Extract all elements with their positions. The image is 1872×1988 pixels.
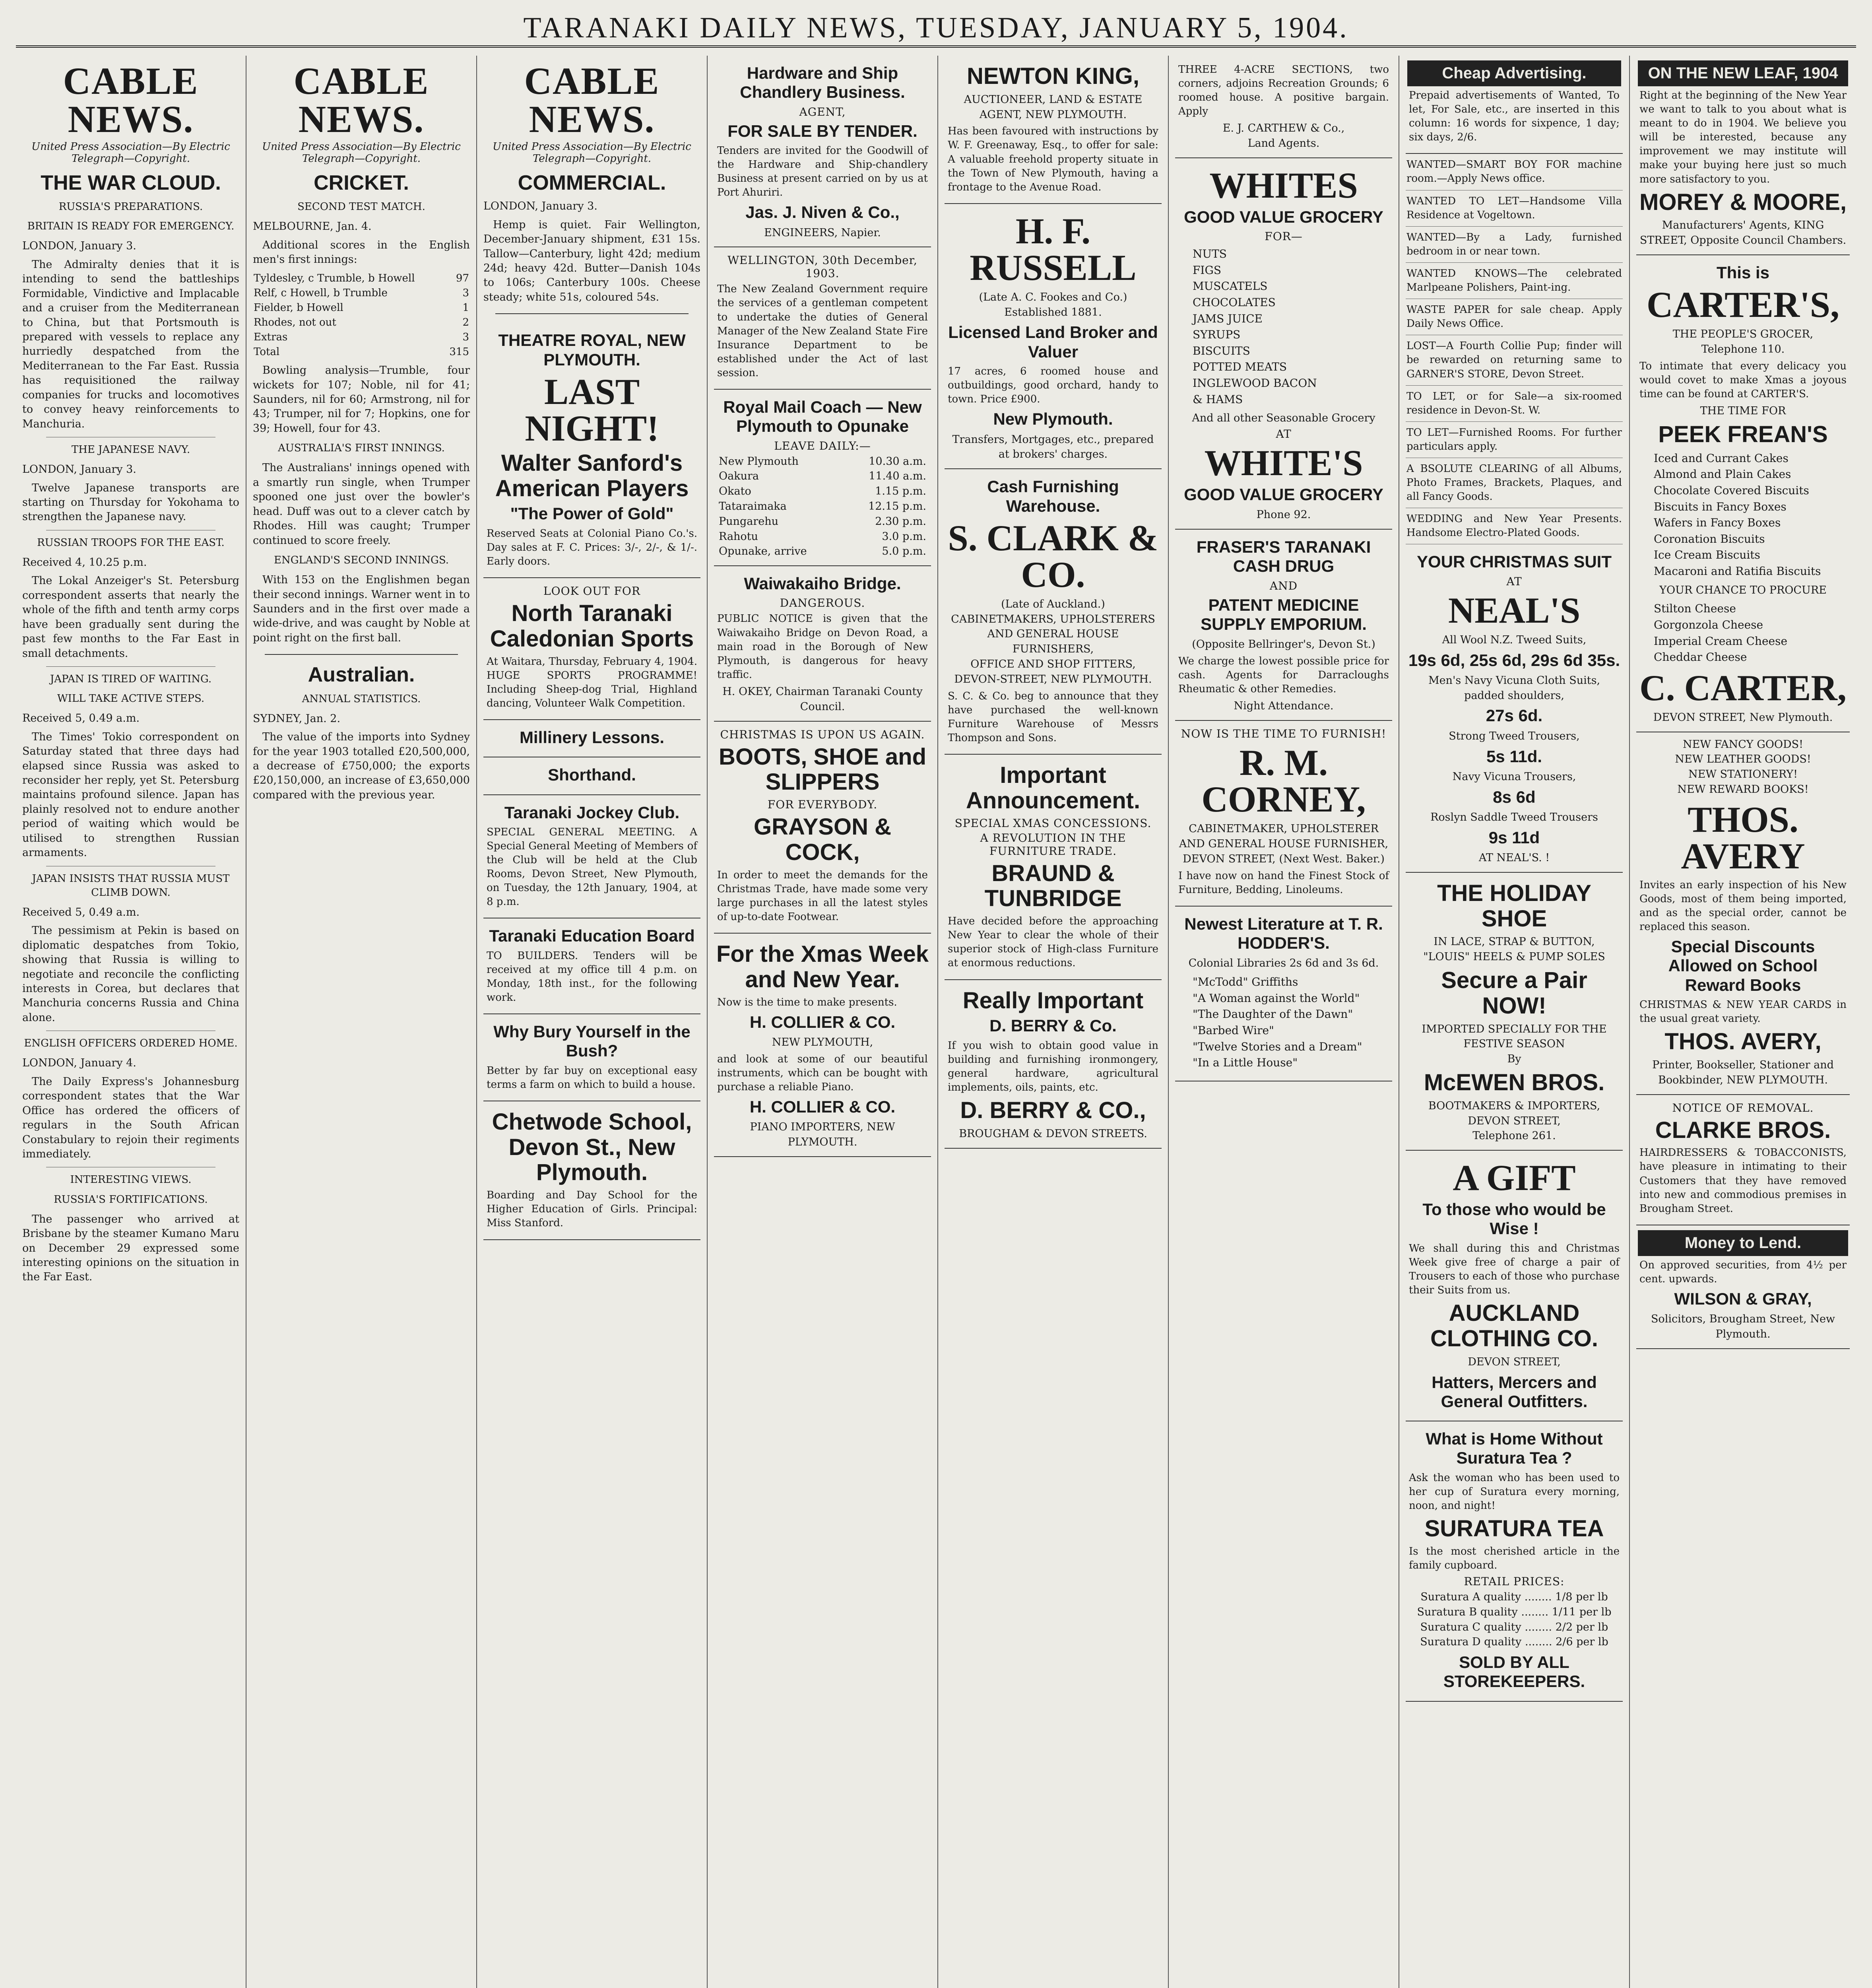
ad-lead: A REVOLUTION IN THE FURNITURE TRADE. bbox=[980, 831, 1126, 858]
ad-price: 9s 11d bbox=[1488, 828, 1540, 847]
score-row: Relf, c Howell, b Trumble 3 bbox=[254, 287, 469, 299]
dateline: Received 4, 10.25 p.m. bbox=[22, 556, 147, 569]
ad-title: Cash Furnishing Warehouse. bbox=[987, 477, 1119, 515]
timetable-row: Opunake, arrive 5.0 p.m. bbox=[719, 545, 926, 558]
ad-text: "LOUIS" HEELS & PUMP SOLES bbox=[1423, 951, 1605, 963]
ad-text: DEVON STREET, New Plymouth. bbox=[1653, 711, 1833, 724]
price-row: Suratura D quality ........ 2/6 per lb bbox=[1420, 1636, 1608, 1648]
credit-line: United Press Association—By Electric Telegraph—Copyright. bbox=[262, 141, 461, 165]
article-text: Bowling analysis—Trumble, four wickets for 107; Noble, nil for 41; Saunders, nil for 60; Armstrong, nil for 43; Trumper, nil for 7; Hopkins, one for 39; Howell, four for 43. bbox=[253, 364, 470, 435]
column-8-ads bbox=[1630, 56, 1856, 1988]
ad-text: Roslyn Saddle Tweed Trousers bbox=[1430, 811, 1598, 823]
price-row: Suratura C quality ........ 2/2 per lb bbox=[1420, 1621, 1608, 1633]
article-sub: WILL TAKE ACTIVE STEPS. bbox=[57, 693, 205, 705]
suratura-tea-ad bbox=[1406, 1421, 1623, 1702]
article-text: The Admiralty denies that it is intending to send the battleships Formidable, Vindictive and Implacable and a cruiser from the Mediterranean to China, but that Portsmouth is prepared with vessels to replace any hurriedly despatched from the Mediterranean to the Far East. Russia has requisitioned the railway companies for trucks and locomotives to convey heavy reinforcements to Manchuria. bbox=[22, 258, 239, 430]
ad-text: Navy Vicuna Trousers, bbox=[1452, 770, 1576, 783]
ad-title: YOUR CHRISTMAS SUIT bbox=[1416, 552, 1612, 571]
grocery-list: NUTS FIGS MUSCATELS CHOCOLATES JAMS JUICE SYRUPS BISCUITS POTTED MEATS INGLEWOOD BACON & HAMS bbox=[1193, 247, 1317, 406]
score-table bbox=[253, 271, 470, 360]
ad-name: MOREY & MOORE, bbox=[1639, 189, 1847, 215]
classified-ad: WANTED—By a Lady, furnished bedroom in or near town. bbox=[1406, 227, 1623, 263]
article-text: With 153 on the Englishmen began their second innings. Warner went in to Saunders and in the first over made a wide-drive, and was caught by Noble at point right on the first ball. bbox=[253, 574, 470, 644]
shorthand-ad bbox=[483, 757, 700, 795]
braund-ad bbox=[945, 755, 1162, 980]
dateline: Received 5, 0.49 a.m. bbox=[22, 712, 140, 725]
article-head: INTERESTING VIEWS. bbox=[70, 1174, 192, 1186]
fraser-ad bbox=[1175, 530, 1392, 721]
ad-text: NEW PLYMOUTH, bbox=[772, 1036, 873, 1049]
ad-text: The New Zealand Government require the services of a gentleman competent to undertake the duties of General Manager of the New Zealand State Fire Insurance Department to be established under the Act of last session. bbox=[717, 283, 928, 379]
article-head: RUSSIAN TROOPS FOR THE EAST. bbox=[37, 536, 225, 549]
ad-name: NEAL'S bbox=[1448, 590, 1581, 631]
ad-text: and look at some of our beautiful instruments, which can be bought with purchase a reliable Piano. bbox=[717, 1053, 928, 1093]
cheap-advertising bbox=[1406, 56, 1623, 154]
ad-text: BOOTMAKERS & IMPORTERS, DEVON STREET, bbox=[1428, 1099, 1600, 1127]
theatre-ad bbox=[483, 323, 700, 578]
ad-lead: FOR EVERYBODY. bbox=[767, 798, 878, 812]
ad-title: Cheap Advertising. bbox=[1407, 60, 1621, 86]
ad-title: Hatters, Mercers and General Outfitters. bbox=[1432, 1373, 1597, 1411]
ad-name: S. CLARK & CO. bbox=[948, 517, 1158, 595]
ad-signature: Jas. J. Niven & Co., bbox=[745, 203, 900, 222]
ad-text: Has been favoured with instructions by W. F. Greenaway, Esq., to offer for sale: A valuable freehold property situate in the Town of New Plymouth, having a frontage to the Avenue Road. bbox=[948, 125, 1158, 193]
article-head: RUSSIA'S PREPARATIONS. bbox=[58, 201, 203, 213]
cheese-list: Stilton Cheese Gorgonzola Cheese Imperial Cream Cheese Cheddar Cheese bbox=[1654, 602, 1788, 664]
ad-text: Established 1881. bbox=[1004, 306, 1102, 318]
ad-lead: AND bbox=[1269, 579, 1298, 592]
ad-text: Reserved Seats at Colonial Piano Co.'s. Day sales at F. C. Prices: 3/-, 2/-, & 1/-. Early doors. bbox=[487, 527, 697, 567]
ad-name: NEWTON KING, bbox=[967, 63, 1139, 89]
neals-ad bbox=[1406, 544, 1623, 872]
classified-ad: A BSOLUTE CLEARING of all Albums, Photo Frames, Brackets, Plaques, and all Fancy Goods. bbox=[1406, 458, 1623, 508]
biscuit-list: Iced and Currant Cakes Almond and Plain Cakes Chocolate Covered Biscuits Biscuits in Fancy Boxes Wafers in Fancy Boxes Coronation Biscuits Ice Cream Biscuits Macaroni and Ratifia Biscuits bbox=[1654, 451, 1821, 578]
ad-title: Licensed Land Broker and Valuer bbox=[948, 323, 1158, 361]
ad-text: Printer, Bookseller, Stationer and Bookbinder, NEW PLYMOUTH. bbox=[1652, 1058, 1834, 1086]
ad-text: DEVON STREET, bbox=[1468, 1355, 1561, 1368]
ad-name: Millinery Lessons. bbox=[519, 728, 665, 747]
ad-name: WHITES bbox=[1209, 165, 1358, 206]
ad-text: NEW REWARD BOOKS! bbox=[1677, 783, 1809, 796]
ad-lead: CHRISTMAS IS UPON US AGAIN. bbox=[720, 728, 925, 741]
coach-ad bbox=[714, 390, 931, 566]
ad-title: Money to Lend. bbox=[1638, 1230, 1848, 1256]
article-text: The pessimism at Pekin is based on diplomatic despatches from Tokio, showing that Russia is willing to negotiate and reconcile the conflicting interests in Corea, but declares that Manchuria concerns Russia and China alone. bbox=[22, 924, 239, 1024]
ad-title: FOR SALE BY TENDER. bbox=[727, 121, 918, 140]
ad-title: ON THE NEW LEAF, 1904 bbox=[1638, 60, 1848, 86]
carters-ad bbox=[1636, 255, 1850, 732]
ad-name: Royal Mail Coach — New Plymouth to Opunake bbox=[723, 398, 922, 436]
ad-text: NEW FANCY GOODS! bbox=[1682, 738, 1804, 751]
ad-text: Right at the beginning of the New Year we want to talk to you about what is meant to do in 1904. We believe you will be interested, because any improvement we may institute will make your buying here just so much more satisfactory to you. bbox=[1639, 89, 1847, 185]
ad-name: McEWEN BROS. bbox=[1424, 1069, 1605, 1095]
ad-text: Land Agents. bbox=[1247, 137, 1320, 150]
ad-lead: LOOK OUT FOR bbox=[543, 584, 640, 598]
ad-text: YOUR CHANCE TO PROCURE bbox=[1659, 584, 1827, 596]
ad-title: GOOD VALUE GROCERY bbox=[1184, 207, 1383, 226]
ad-price: 19s 6d, 25s 6d, 29s 6d 35s. bbox=[1408, 650, 1620, 670]
ad-name: WILSON & GRAY, bbox=[1674, 1289, 1812, 1309]
column-6-ads bbox=[1169, 56, 1399, 1988]
section-heading: CRICKET. bbox=[314, 171, 409, 194]
dateline: LONDON, January 3. bbox=[483, 200, 597, 213]
ad-text: If you wish to obtain good value in building and furnishing ironmongery, general hardware, agricultural implements, oils, paints, etc. bbox=[948, 1039, 1158, 1093]
new-leaf-ad bbox=[1636, 56, 1850, 255]
ad-text: To intimate that every delicacy you would covet to make Xmas a joyous time can be found at CARTER'S. bbox=[1639, 360, 1847, 400]
classified-ad: WANTED TO LET—Handsome Villa Residence at Vogeltown. bbox=[1406, 190, 1623, 227]
ad-play: "The Power of Gold" bbox=[510, 504, 674, 523]
ad-name: H. COLLIER & CO. bbox=[749, 1012, 896, 1031]
ad-text: SPECIAL GENERAL MEETING. A Special General Meeting of Members of the Club will be held at the Club Rooms, Devon Street, New Plymouth, on Tuesday, the 12th January, 1904, at 8 p.m. bbox=[487, 826, 697, 908]
masthead bbox=[16, 9, 1856, 48]
ad-text: Solicitors, Brougham Street, New Plymouth. bbox=[1651, 1313, 1835, 1341]
school-ad bbox=[483, 1101, 700, 1240]
ad-lead: RETAIL PRICES: bbox=[1464, 1574, 1565, 1588]
ad-text: Is the most cherished article in the family cupboard. bbox=[1409, 1545, 1620, 1571]
ad-title: To those who would be Wise ! bbox=[1422, 1200, 1606, 1238]
article-head: ENGLISH OFFICERS ORDERED HOME. bbox=[24, 1037, 238, 1050]
ad-title: THEATRE ROYAL, NEW PLYMOUTH. bbox=[498, 331, 686, 369]
ad-text: OFFICE AND SHOP FITTERS, DEVON-STREET, NEW PLYMOUTH. bbox=[954, 658, 1152, 685]
berry-ad bbox=[945, 980, 1162, 1149]
bush-ad bbox=[483, 1014, 700, 1101]
ad-title: Special Discounts Allowed on School Reward Books bbox=[1668, 937, 1818, 994]
ad-text: Telephone 261. bbox=[1472, 1130, 1556, 1142]
education-board-ad bbox=[483, 918, 700, 1014]
book-list: "McTodd" Griffiths "A Woman against the World" "The Daughter of the Dawn" "Barbed Wire" "Twelve Stories and a Dream" "In a Little House" bbox=[1193, 975, 1362, 1070]
money-ad bbox=[1636, 1225, 1850, 1349]
article-group bbox=[22, 200, 239, 1285]
ad-name: H. COLLIER & CO. bbox=[749, 1097, 896, 1116]
credit-line: United Press Association—By Electric Telegraph—Copyright. bbox=[31, 141, 230, 165]
ad-name: THOS. AVERY, bbox=[1664, 1029, 1822, 1055]
score-row: Extras 3 bbox=[254, 331, 469, 343]
article-text: Hemp is quiet. Fair Wellington, December-January shipment, £31 15s. Tallow—Canterbury, light 42d; medium 24d; heavy 42d. Butter—Danish 104s to 106s; Canterbury 100s. Cheese steady; white 51s, coloured 54s. bbox=[483, 218, 700, 303]
ad-text: At Waitara, Thursday, February 4, 1904. HUGE SPORTS PROGRAMME! Including Sheep-dog Trial, Highland dancing, Volunteer Walk Competition. bbox=[487, 655, 697, 709]
ad-signature: E. J. CARTHEW & Co., bbox=[1222, 122, 1345, 135]
ad-text: Telephone 110. bbox=[1701, 343, 1785, 356]
ad-text: Better by far buy on exceptional easy terms a farm on which to build a house. bbox=[487, 1064, 697, 1091]
ad-price: 27s 6d. bbox=[1486, 706, 1543, 725]
ad-text: We shall during this and Christmas Week give free of charge a pair of Trousers to each of those who purchase their Suits from us. bbox=[1409, 1242, 1620, 1297]
ad-lead: AT bbox=[1276, 427, 1292, 441]
ad-text: Manufacturers' Agents, KING STREET, Opposite Council Chambers. bbox=[1639, 219, 1847, 247]
column-heading: CABLE NEWS. bbox=[293, 60, 429, 140]
ad-name: CARTER'S, bbox=[1647, 284, 1839, 325]
ad-text: PUBLIC NOTICE is given that the Waiwakaiho Bridge on Devon Road, a main road in the Borough of New Plymouth, is dangerous for heavy traffic. bbox=[717, 613, 928, 681]
ad-title: PATENT MEDICINE SUPPLY EMPORIUM. bbox=[1201, 595, 1367, 633]
ad-text: NEW STATIONERY! bbox=[1688, 768, 1798, 781]
article-text: Additional scores in the English men's first innings: bbox=[253, 239, 470, 266]
clark-ad bbox=[945, 469, 1162, 755]
dateline: Received 5, 0.49 a.m. bbox=[22, 906, 140, 918]
ad-text: THE PEOPLE'S GROCER, bbox=[1672, 328, 1814, 341]
ad-lead: LEAVE DAILY:— bbox=[774, 439, 871, 452]
ad-text: I have now on hand the Finest Stock of Furniture, Bedding, Linoleums. bbox=[1178, 870, 1389, 896]
ad-text: Men's Navy Vicuna Cloth Suits, padded shoulders, bbox=[1428, 674, 1600, 702]
classified-ad: WEDDING and New Year Presents. Handsome Electro-Plated Goods. bbox=[1406, 508, 1623, 544]
ad-text: And all other Seasonable Grocery bbox=[1192, 412, 1375, 425]
jockey-club-ad bbox=[483, 795, 700, 919]
score-row: Total 315 bbox=[254, 346, 469, 358]
corney-ad bbox=[1175, 721, 1392, 907]
article-head: AUSTRALIA'S FIRST INNINGS. bbox=[278, 442, 445, 454]
ad-text: Tenders are invited for the Goodwill of the Hardware and Ship-chandlery Business at present carried on by us at Port Ahuriri. bbox=[717, 144, 928, 199]
ad-lead: FOR— bbox=[1265, 230, 1303, 243]
classified-ad: WASTE PAPER for sale cheap. Apply Daily News Office. bbox=[1406, 299, 1623, 335]
ad-name: Shorthand. bbox=[548, 765, 636, 784]
ad-name: H. F. RUSSELL bbox=[970, 210, 1137, 288]
ad-text: Night Attendance. bbox=[1234, 700, 1334, 712]
ad-title: New Plymouth. bbox=[993, 410, 1113, 429]
ad-text: ENGINEERS, Napier. bbox=[764, 226, 881, 239]
ad-name: Taranaki Jockey Club. bbox=[504, 803, 680, 822]
ad-text: BROUGHAM & DEVON STREETS. bbox=[959, 1127, 1147, 1140]
whites-ad bbox=[1175, 158, 1392, 530]
column-heading: CABLE NEWS. bbox=[524, 60, 660, 140]
timetable-row: Rahotu 3.0 p.m. bbox=[719, 530, 926, 543]
ad-text: Phone 92. bbox=[1256, 509, 1311, 521]
ad-text: CHRISTMAS & NEW YEAR CARDS in the usual great variety. bbox=[1639, 998, 1847, 1025]
avery-ad bbox=[1636, 732, 1850, 1095]
section-heading: Australian. bbox=[308, 663, 415, 687]
ad-name: Why Bury Yourself in the Bush? bbox=[493, 1022, 691, 1060]
ad-name: Chetwode School, Devon St., New Plymouth. bbox=[492, 1109, 692, 1186]
column-heading: CABLE NEWS. bbox=[63, 60, 199, 140]
timetable-row: Oakura 11.40 a.m. bbox=[719, 470, 926, 483]
price-row: Suratura A quality ........ 1/8 per lb bbox=[1420, 1590, 1608, 1603]
ad-lead: DANGEROUS. bbox=[780, 596, 865, 610]
article-text: The value of the imports into Sydney for the year 1903 totalled £20,500,000, a decrease of £750,000; the exports £20,150,000, an increase of £3,650,000 compared with the previous year. bbox=[253, 731, 470, 801]
newspaper-title: TARANAKI DAILY NEWS, TUESDAY, JANUARY 5, 1904. bbox=[523, 12, 1349, 44]
score-row: Rhodes, not out 2 bbox=[254, 316, 469, 328]
ad-name: D. BERRY & Co. bbox=[989, 1016, 1117, 1035]
ad-name: C. CARTER, bbox=[1639, 667, 1847, 708]
dateline: LONDON, January 3. bbox=[22, 463, 136, 476]
ad-name: D. BERRY & CO., bbox=[960, 1097, 1146, 1123]
ad-text: NEW LEATHER GOODS! bbox=[1675, 753, 1811, 766]
ad-title: Secure a Pair NOW! bbox=[1441, 967, 1587, 1019]
column-2-cricket bbox=[246, 56, 477, 1988]
article-head: THE JAPANESE NAVY. bbox=[71, 444, 190, 456]
millinery-ad bbox=[483, 720, 700, 757]
ad-name: R. M. CORNEY, bbox=[1201, 742, 1366, 820]
ad-text: By bbox=[1507, 1053, 1521, 1066]
article-text: The Australians' innings opened with a smartly run single, when Trumper spooned one just over the bowler's head. Duff was out to a clever catch by Rhodes. Hill was caught; Trumper continued to score freely. bbox=[253, 462, 470, 547]
ad-text: On approved securities, from 4½ per cent. upwards. bbox=[1639, 1259, 1847, 1285]
ad-name: BRAUND & TUNBRIDGE bbox=[984, 860, 1122, 912]
ad-text: (Late of Auckland.) bbox=[1001, 598, 1105, 610]
ad-text: Transfers, Mortgages, etc., prepared at brokers' charges. bbox=[952, 433, 1154, 461]
classified-ad: LOST—A Fourth Collie Pup; finder will be rewarded on returning same to GARNER'S STORE, Devon Street. bbox=[1406, 335, 1623, 385]
ad-footer: SOLD BY ALL STOREKEEPERS. bbox=[1443, 1653, 1585, 1691]
timetable-row: Okato 1.15 p.m. bbox=[719, 485, 926, 498]
ad-text: Now is the time to make presents. bbox=[717, 996, 897, 1008]
ad-text: Invites an early inspection of his New Goods, most of them being imported, and as the special order, cannot be replaced this season. bbox=[1639, 879, 1847, 933]
ad-text: PIANO IMPORTERS, NEW PLYMOUTH. bbox=[750, 1121, 895, 1149]
ad-name: North Taranaki Caledonian Sports bbox=[490, 600, 694, 652]
ad-text: (Late A. C. Fookes and Co.) bbox=[979, 291, 1127, 303]
article-head: ENGLAND'S SECOND INNINGS. bbox=[274, 554, 449, 567]
ad-name: THE HOLIDAY SHOE bbox=[1437, 880, 1591, 932]
ad-price: 5s 11d. bbox=[1486, 747, 1542, 766]
ad-text: IN LACE, STRAP & BUTTON, bbox=[1434, 936, 1595, 948]
article-text: Twelve Japanese transports are starting on Thursday for Yokohama to strengthen the Japanese navy. bbox=[22, 481, 239, 523]
section-heading: COMMERCIAL. bbox=[518, 171, 666, 194]
ad-lead: NOW IS THE TIME TO FURNISH! bbox=[1181, 727, 1387, 741]
ad-text: Prepaid advertisements of Wanted, To let, For Sale, etc., are inserted in this column: 16 words for sixpence, 1 day; six days, 2/6. bbox=[1409, 89, 1620, 144]
section-heading: THE WAR CLOUD. bbox=[41, 171, 221, 194]
article-text: The Times' Tokio correspondent on Saturday stated that three days had elapsed since Russia was asked to reconsider her reply, yet St. Petersburg maintains profound silence. Japan has plainly resolved not to endure another period of waiting which would be utilised to strengthen Russian armaments. bbox=[22, 730, 239, 859]
ad-text: (Opposite Bellringer's, Devon St.) bbox=[1192, 638, 1375, 651]
ad-name: WHITE'S bbox=[1204, 443, 1363, 483]
ad-text: Boarding and Day School for the Higher Education of Girls. Principal: Miss Stanford. bbox=[487, 1189, 697, 1229]
match-title: SECOND TEST MATCH. bbox=[297, 201, 425, 213]
ad-title: What is Home Without Suratura Tea ? bbox=[1426, 1429, 1603, 1468]
article-text: The Lokal Anzeiger's St. Petersburg correspondent asserts that nearly the whole of the fifth and tenth army corps have been gradually sent during the past few months to the Far East in small detachments. bbox=[22, 575, 239, 660]
ad-text: HAIRDRESSERS & TOBACCONISTS, have pleasure in intimating to their Customers that they have removed into new and commodious premises in Brougham Street. bbox=[1639, 1147, 1847, 1215]
russell-ad bbox=[945, 204, 1162, 469]
ad-name: A GIFT bbox=[1453, 1157, 1576, 1198]
gift-ad bbox=[1406, 1151, 1623, 1421]
column-5-ads bbox=[938, 56, 1169, 1988]
ad-lead: NOTICE OF REMOVAL. bbox=[1672, 1101, 1814, 1114]
ad-text: We charge the lowest possible price for cash. Agents for Darracloughs Rheumatic & other Remedies. bbox=[1178, 655, 1389, 695]
score-row: Tyldesley, c Trumble, b Howell 97 bbox=[254, 272, 469, 284]
hodder-ad bbox=[1175, 907, 1392, 1081]
ad-text: Have decided before the approaching New Year to clear the whole of their superior stock of High-class Furniture at enormous reductions. bbox=[948, 915, 1158, 969]
timetable-row: New Plymouth 10.30 a.m. bbox=[719, 455, 926, 468]
ad-text: CABINETMAKERS, UPHOLSTERERS AND GENERAL HOUSE FURNISHERS, bbox=[951, 613, 1155, 656]
article-head: JAPAN IS TIRED OF WAITING. bbox=[50, 673, 212, 685]
bridge-notice bbox=[714, 566, 931, 721]
ad-name: PEEK FREAN'S bbox=[1658, 421, 1828, 448]
article-sub: BRITAIN IS READY FOR EMERGENCY. bbox=[27, 220, 235, 233]
piano-ad bbox=[714, 934, 931, 1157]
ad-name: THOS. AVERY bbox=[1681, 799, 1805, 876]
column-3-commercial bbox=[477, 56, 708, 1988]
ad-text: IMPORTED SPECIALLY FOR THE FESTIVE SEASON bbox=[1422, 1023, 1607, 1050]
ad-name: GRAYSON & COCK, bbox=[754, 814, 891, 865]
boots-ad bbox=[714, 722, 931, 934]
article-head: JAPAN INSISTS THAT RUSSIA MUST CLIMB DOWN. bbox=[32, 872, 230, 899]
ad-title: Really Important bbox=[962, 987, 1144, 1013]
insurance-notice bbox=[714, 247, 931, 390]
ad-text: TO BUILDERS. Tenders will be received at my office till 4 p.m. on Monday, 18th inst., for the following work. bbox=[487, 949, 697, 1004]
ad-text: 17 acres, 6 roomed house and outbuildings, good orchard, handy to town. Price £900. bbox=[948, 365, 1158, 406]
classified-ad: WANTED—SMART BOY FOR machine room.—Apply News office. bbox=[1406, 154, 1623, 190]
ad-name: AUCKLAND CLOTHING CO. bbox=[1430, 1300, 1598, 1351]
ad-lead: WELLINGTON, 30th December, 1903. bbox=[727, 254, 918, 280]
dateline: MELBOURNE, Jan. 4. bbox=[253, 220, 372, 233]
ad-text: Colonial Libraries 2s 6d and 3s 6d. bbox=[1188, 957, 1379, 970]
column-7-ads bbox=[1399, 56, 1630, 1988]
ad-name: CLARKE BROS. bbox=[1655, 1117, 1831, 1143]
ad-name: FRASER'S TARANAKI CASH DRUG bbox=[1196, 538, 1371, 576]
ad-text: In order to meet the demands for the Christmas Trade, have made some very large purchases in all the latest styles of up-to-date Footwear. bbox=[717, 869, 928, 923]
price-row: Suratura B quality ........ 1/11 per lb bbox=[1417, 1606, 1612, 1618]
article-text: The Daily Express's Johannesburg correspondent states that the War Office has ordered the officers of regulars in the South African Constabulary to rejoin their regiments immediately. bbox=[22, 1075, 239, 1161]
ad-text: Strong Tweed Trousers, bbox=[1449, 730, 1580, 742]
ad-text: THREE 4-ACRE SECTIONS, two corners, adjoins Recreation Grounds; 6 roomed house. A positive bargain. Apply bbox=[1178, 64, 1389, 118]
dateline: SYDNEY, Jan. 2. bbox=[253, 712, 341, 725]
article-head: ANNUAL STATISTICS. bbox=[302, 693, 421, 705]
column-1-cable-news bbox=[16, 56, 246, 1988]
timetable-row: Pungarehu 2.30 p.m. bbox=[719, 515, 926, 528]
ad-name: Walter Sanford's American Players bbox=[495, 450, 689, 501]
column-4-ads bbox=[708, 56, 938, 1988]
clarke-ad bbox=[1636, 1095, 1850, 1225]
ad-price: 8s 6d bbox=[1493, 787, 1536, 806]
cricket-report bbox=[253, 200, 470, 802]
ad-lead: AGENT, bbox=[799, 105, 846, 118]
classified-ad: TO LET—Furnished Rooms. For further particulars apply. bbox=[1406, 422, 1623, 458]
classified-ad: TO LET, or for Sale—a six-roomed residence in Devon-St. W. bbox=[1406, 386, 1623, 422]
classified-ad: WANTED KNOWS—The celebrated Marlpeane Polishers, Paint-ing. bbox=[1406, 263, 1623, 299]
score-row: Fielder, b Howell 1 bbox=[254, 301, 469, 314]
dateline: LONDON, January 3. bbox=[22, 240, 136, 252]
ad-headline: LAST NIGHT! bbox=[525, 371, 659, 448]
ad-text: Ask the woman who has been used to her cup of Suratura every morning, noon, and night! bbox=[1409, 1472, 1620, 1512]
ad-name: Taranaki Education Board bbox=[489, 926, 695, 945]
credit-line: United Press Association—By Electric Telegraph—Copyright. bbox=[493, 141, 691, 165]
timetable-row: Tataraimaka 12.15 p.m. bbox=[719, 500, 926, 513]
ad-name: For the Xmas Week and New Year. bbox=[716, 941, 929, 992]
sports-ad bbox=[483, 578, 700, 720]
holiday-shoe-ad bbox=[1406, 873, 1623, 1151]
sections-ad bbox=[1175, 56, 1392, 158]
ad-text: S. C. & Co. beg to announce that they have purchased the well-known Furniture Warehouse of Messrs Thompson and Sons. bbox=[948, 690, 1158, 744]
newton-king-ad bbox=[945, 56, 1162, 204]
ad-name: BOOTS, SHOE and SLIPPERS bbox=[718, 744, 927, 795]
article-text: The passenger who arrived at Brisbane by the steamer Kumano Maru on December 29 expressed some interesting opinions on the situation in the Far East. bbox=[22, 1213, 239, 1283]
ad-lead: AT bbox=[1506, 575, 1522, 588]
ad-lead: SPECIAL XMAS CONCESSIONS. bbox=[954, 816, 1152, 830]
ad-lead: This is bbox=[1716, 263, 1770, 282]
ad-title: Important Announcement. bbox=[966, 762, 1141, 813]
ad-name: SURATURA TEA bbox=[1424, 1515, 1604, 1541]
ad-text: THE TIME FOR bbox=[1700, 405, 1786, 417]
ad-text: CABINETMAKER, UPHOLSTERER AND GENERAL HOUSE FURNISHER, DEVON STREET, (Next West. Baker.) bbox=[1179, 823, 1389, 865]
hardware-ad bbox=[714, 56, 931, 247]
ad-text: AT NEAL'S. ! bbox=[1478, 852, 1550, 864]
ad-title: GOOD VALUE GROCERY bbox=[1184, 485, 1383, 504]
dateline: LONDON, January 4. bbox=[22, 1057, 136, 1070]
ad-name: Newest Literature at T. R. HODDER'S. bbox=[1184, 914, 1383, 953]
ad-name: Waiwakaiho Bridge. bbox=[744, 574, 901, 593]
article-sub: RUSSIA'S FORTIFICATIONS. bbox=[54, 1193, 208, 1206]
ad-text: All Wool N.Z. Tweed Suits, bbox=[1442, 633, 1587, 646]
ad-name: Hardware and Ship Chandlery Business. bbox=[740, 64, 905, 102]
ad-text: AUCTIONEER, LAND & ESTATE AGENT, NEW PLYMOUTH. bbox=[964, 93, 1143, 121]
ad-signature: H. OKEY, Chairman Taranaki County Council. bbox=[722, 685, 923, 713]
